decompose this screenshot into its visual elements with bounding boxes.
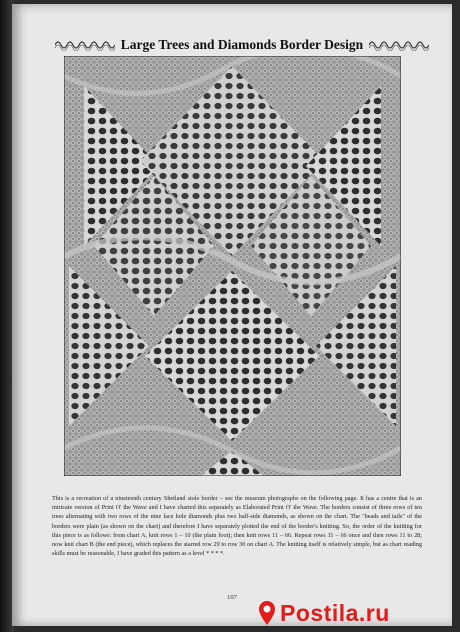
page-number: 107: [227, 594, 237, 601]
site-watermark[interactable]: [258, 597, 458, 629]
wavy-ornament-left-icon: [55, 39, 115, 51]
book-page: [12, 4, 452, 626]
wavy-ornament-right-icon: [369, 39, 429, 51]
location-pin-icon: [258, 600, 276, 626]
lace-pattern-image: [64, 56, 401, 476]
lace-knitting-photo: [64, 56, 401, 476]
page-title: Large Trees and Diamonds Border Design: [120, 37, 364, 52]
page-header: [32, 34, 452, 56]
watermark-text: Postila.ru: [280, 599, 390, 626]
pattern-description: This is a recreation of a nineteenth century Shetland stole border – see the museum photographs on the following page. It has a centre that is an intricate version of Print O' the Wave and I have charted this separately as Elaborated Print O' the Wave. The borders consist of three rows of ten trees alternating with two rows of the nine lace hole diamonds plus two half-side diamonds, as shown on the chart. The "heads and tails" of the borders were plain (as shown on the chart) and therefore I have separately plotted the end of the border's knitting. So, the order of the knitting for this piece is as follows: from chart A, knit rows 1 – 10 (the plain foot); then knit rows 11 – 66. Repeat rows 11 – 66 once and then rows 11 to 28; now knit chart B (the end piece), which replaces the starred row 29 to row 30 on chart A. The knitting itself is relatively simple, but as chart reading skills must be reasonable, I have graded this pattern as a level * * * *.: [52, 495, 422, 558]
